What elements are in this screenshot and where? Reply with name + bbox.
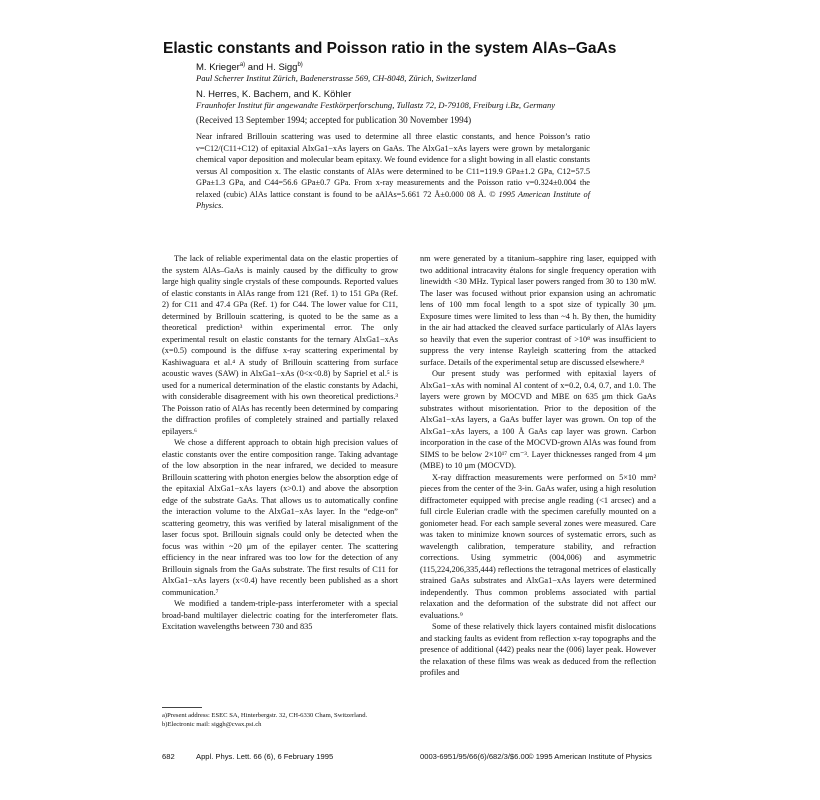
author-sigg: and H. Sigg (245, 62, 298, 74)
journal-citation: Appl. Phys. Lett. 66 (6), 6 February 1995 (196, 752, 334, 761)
footnotes (162, 711, 398, 729)
body-paragraph: The lack of reliable experimental data on the elastic properties of the system AlAs–GaAs is mainly caused by the difficulty to grow large high quality single crystals of these compounds. Reported values of elastic constants in AlAs range from 121 (Ref. 1) to 151 GPa (Ref. 2) for C11 and 47.4 GPa (Ref. 1) for C44. The lower value for C11, determined by Brillouin scattering, is quoted to be the same as a theoretical prediction³ within experimental error. The only experimental result on elastic constants for the ternary AlxGa1−xAs (x=0.5) compound is the diffuse x-ray scattering experimental by Kashiwaguara et al.⁴ A study of Brillouin scattering from surface acoustic waves (SAW) in AlxGa1−xAs (0<x<0.8) by Sapriel et al.⁵ is used for a numerical determination of the elastic constants by Adachi, with considerable disagreement with his own theoretical predictions.³ The Poisson ratio of AlAs has recently been determined by comparing the diffraction profiles of completely strained and partially relaxed epilayers.⁶ (162, 254, 398, 436)
page-number: 682 (162, 752, 175, 761)
abstract (196, 131, 590, 212)
author-footnote-mark-a: a) (239, 62, 246, 68)
body-paragraph: X-ray diffraction measurements were performed on 5×10 mm² pieces from the center of the 3-in. GaAs wafer, using a high resolution diffractometer equipped with precise angle reading (<1 arcsec) and a full circle Eulerian cradle with the specimen carefully mounted on a goniometer head. For each sample several zones were measured. Care was taken to minimize known sources of systematic errors, such as wavelength calibration, temperature stability, and refraction corrections. Using symmetric (004,006) and asymmetric (115,224,206,335,444) reflections the tetragonal metrices of elastically strained GaAs substrates and AlxGa1−xAs layers were determined independently. Thus common problems associated with partial relaxation and the deformation of the substrate did not affect our evaluations.⁹ (420, 472, 656, 620)
author-line-1 (196, 62, 756, 73)
body-paragraph: Our present study was performed with epitaxial layers of AlxGa1−xAs with nominal Al content of x=0.2, 0.4, 0.7, and 1.0. The layers were grown by MOCVD and MBE on 635 μm thick GaAs substrates without misorientation. Prior to the deposition of the AlxGa1−xAs layers, a GaAs buffer layer was grown. On top of the AlxGa1−xAs layers, a 100 Å GaAs cap layer was grown. Carbon incorporation in the case of the MOCVD-grown AlAs was found from SIMS to be below 2×10¹⁷ cm⁻³. Layer thicknesses ranged from 4 μm (MBE) to 10 μm (MOCVD). (420, 369, 656, 470)
article-title: Elastic constants and Poisson ratio in the system AlAs–GaAs (163, 40, 617, 57)
footnote-a: a)Present address: ESEC SA, Hinterbergstr. 32, CH-6330 Cham, Switzerland. (162, 712, 368, 719)
body-paragraph: Some of these relatively thick layers contained misfit dislocations and stacking faults as evident from reflection x-ray topographs and the presence of additional (442) peaks near the (006) layer peak. However the relaxation of these films was weak as deduced from the reflection profiles and (420, 622, 656, 677)
author-krieger: M. Krieger (196, 62, 240, 74)
affiliation-1: Paul Scherrer Institut Zürich, Badenerstrasse 569, CH-8048, Zürich, Switzerland (196, 73, 477, 83)
body-paragraph: We chose a different approach to obtain high precision values of elastic constants over the entire composition range. Taking advantage of the low absorption in the near infrared, we decided to measure Brillouin scattering with photon energies below the absorption edge of the epitaxial AlxGa1−xAs layers (x>0.1) and above the absorption edge of the substrate GaAs. That allows us to automatically confine the interaction volume to the AlxGa1−xAs layer. In the “edge-on” scattering geometry, this was verified by lateral misalignment of the laser focus spot. Brillouin signals could only be detected when the focus was within ~20 μm of the epilayer center. The scattering efficiency in the near infrared was too low for the detection of any Brillouin signals from the GaAs substrate. The first results of C11 for AlxGa1−xAs layers (x<0.4) have recently been published as a short communication.⁷ (162, 438, 398, 597)
abstract-copyright: © 1995 American Institute of Physics. (196, 189, 590, 210)
footer-copyright: © 1995 American Institute of Physics (528, 752, 652, 761)
footnote-b: b)Electronic mail: siggh@cvax.psi.ch (162, 721, 262, 728)
article-code: 0003-6951/95/66(6)/682/3/$6.00 (420, 752, 529, 761)
received-dates: (Received 13 September 1994; accepted for publication 30 November 1994) (196, 115, 472, 125)
author-line-2: N. Herres, K. Bachem, and K. Köhler (196, 89, 352, 100)
footnote-divider (162, 707, 202, 708)
body-paragraph: We modified a tandem-triple-pass interferometer with a special broad-band multilayer dielectric coating for the interferometer flats. Excitation wavelengths between 730 and 835 (162, 599, 398, 631)
author-footnote-mark-b: b) (297, 62, 303, 68)
left-column (162, 253, 398, 633)
abstract-text: Near infrared Brillouin scattering was used to determine all three elastic constants, and hence Poisson’s ratio ν=C12/(C11+C12) of epitaxial AlxGa1−xAs layers on GaAs. The AlxGa1−xAs layers were grown by metalorganic chemical vapor deposition and molecular beam epitaxy. We found evidence for a slight bowing in all elastic constants versus Al composition x. The elastic constants of AlAs were determined to be C11=119.9 GPa±1.2 GPa, C12=57.5 GPa±1.3 GPa, and C44=56.6 GPa±0.7 GPa. From x-ray measurements and the Poisson ratio ν=0.324±0.004 the relaxed (cubic) AlAs lattice constant is found to be aAlAs=5.661 72 Å±0.000 08 Å. (196, 132, 590, 199)
right-column (420, 253, 656, 679)
affiliation-2: Fraunhofer Institut für angewandte Festkörperforschung, Tullastz 72, D-79108, Freiburg i.Bz, Germany (196, 100, 556, 110)
body-paragraph: nm were generated by a titanium–sapphire ring laser, equipped with two additional intracavity étalons for single frequency operation with linewidth <30 MHz. Typical laser powers ranged from 30 to 130 mW. The laser was focused without prior expansion using an achromatic lens of 100 mm focal length to a spot size of typically 30 μm. Exposure times were limited to less than ~4 h. By then, the humidity in the air had attacked the cleaved surface particularly of AlAs layers so heavily that even the superior contrast of >10⁸ was insufficient to suppress the very intense Rayleigh scattering from the attacked surface. Details of the experimental setup are discussed elsewhere.⁸ (420, 254, 656, 367)
